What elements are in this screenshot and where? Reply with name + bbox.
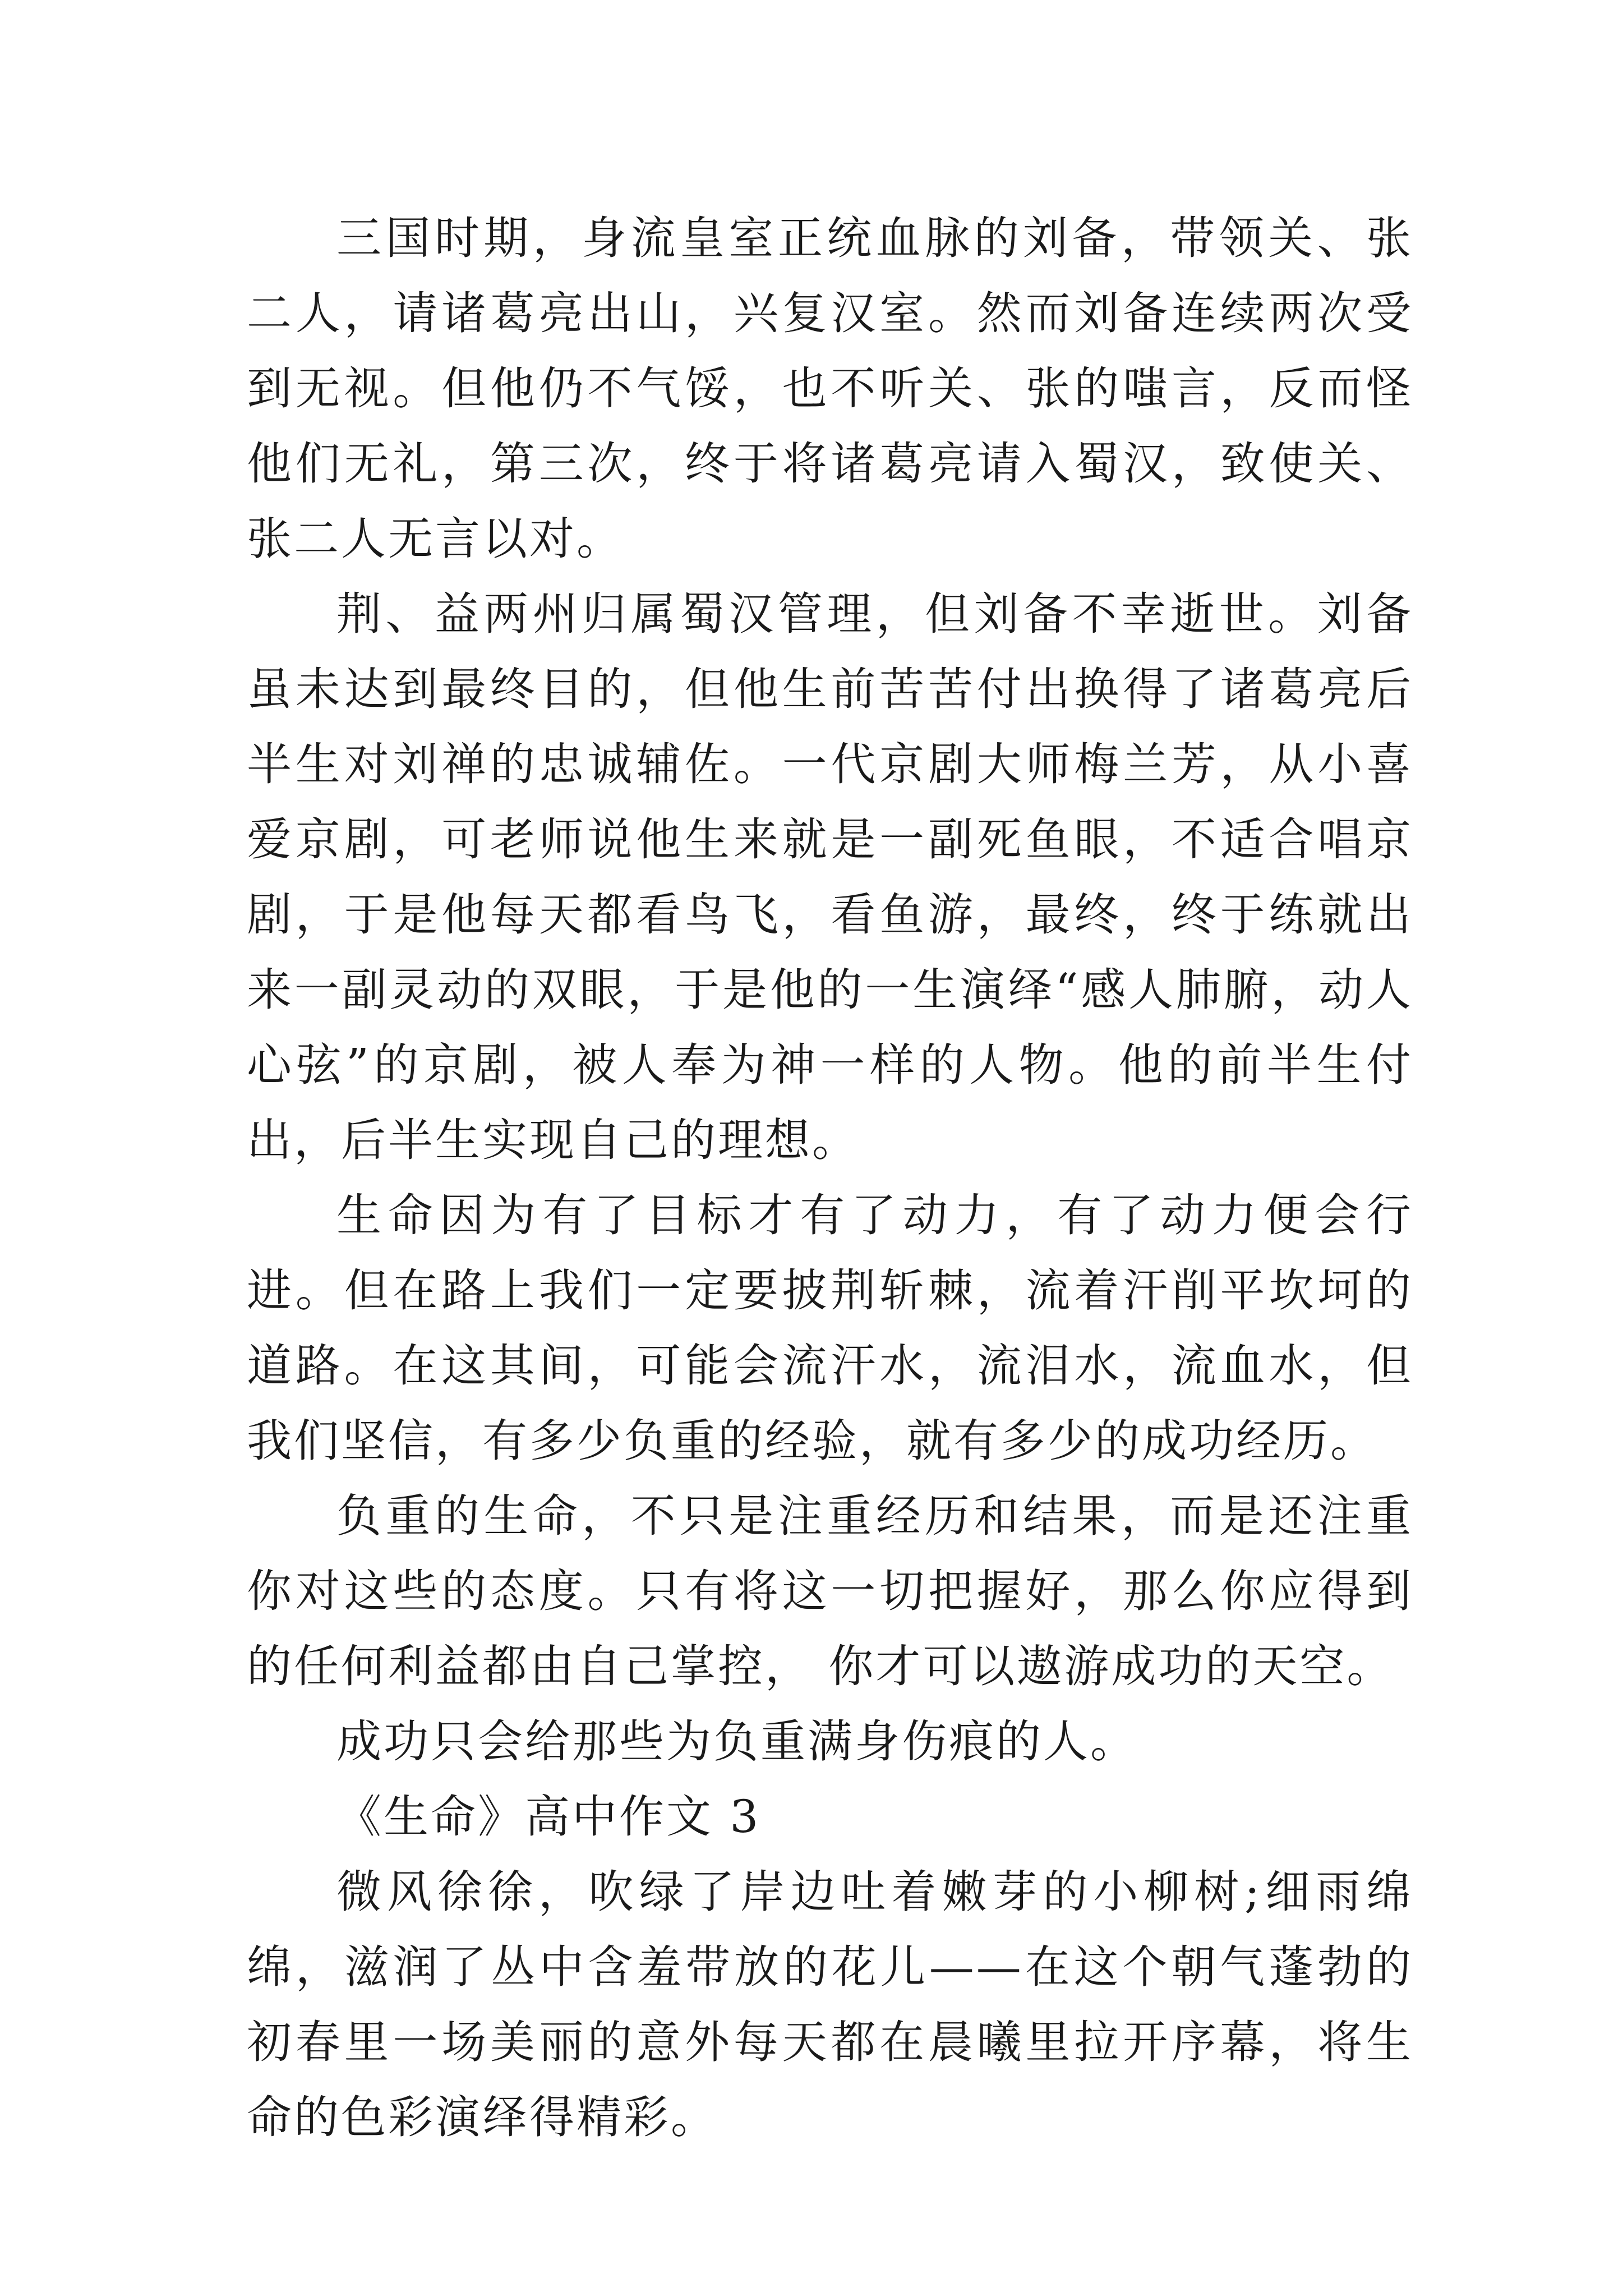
paragraph-life-goal: 生命因为有了目标才有了动力，有了动力便会行进。但在路上我们一定要披荆斩棘，流着汗削平坎坷的道路。在这其间，可能会流汗水，流泪水，流血水，但我们坚信，有多少负重的经验，就有多少的成功经历。	[247, 1189, 1413, 1467]
document-body	[247, 201, 1413, 2155]
essay-heading: 《生命》高中作文 3	[336, 1791, 761, 1843]
paragraph-liu-bei: 三国时期，身流皇室正统血脉的刘备，带领关、张二人，请诸葛亮出山，兴复汉室。然而刘备连续两次受到无视。但他仍不气馁，也不听关、张的嗤言，反而怪他们无礼，第三次，终于将诸葛亮请入蜀汉，致使关、张二人无言以对。	[247, 212, 1413, 565]
paragraph-burden-life: 负重的生命，不只是注重经历和结果，而是还注重你对这些的态度。只有将这一切把握好，那么你应得到的任何利益都由自己掌控， 你才可以遨游成功的天空。	[247, 1490, 1413, 1692]
paragraph-spring-breeze: 微风徐徐，吹绿了岸边吐着嫩芽的小柳树;细雨绵绵，滋润了丛中含羞带放的花儿——在这个朝气蓬勃的初春里一场美丽的意外每天都在晨曦里拉开序幕，将生命的色彩演绎得精彩。	[247, 1866, 1413, 2143]
paragraph-success: 成功只会给那些为负重满身伤痕的人。	[336, 1715, 1137, 1768]
paragraph-mei-lanfang: 荆、益两州归属蜀汉管理，但刘备不幸逝世。刘备虽未达到最终目的，但他生前苦苦付出换得了诸葛亮后半生对刘禅的忠诚辅佐。一代京剧大师梅兰芳，从小喜爱京剧，可老师说他生来就是一副死鱼眼，不适合唱京剧，于是他每天都看鸟飞，看鱼游，最终，终于练就出来一副灵动的双眼，于是他的一生演绎“感人肺腑，动人心弦”的京剧，被人奉为神一样的人物。他的前半生付出，后半生实现自己的理想。	[247, 588, 1413, 1166]
